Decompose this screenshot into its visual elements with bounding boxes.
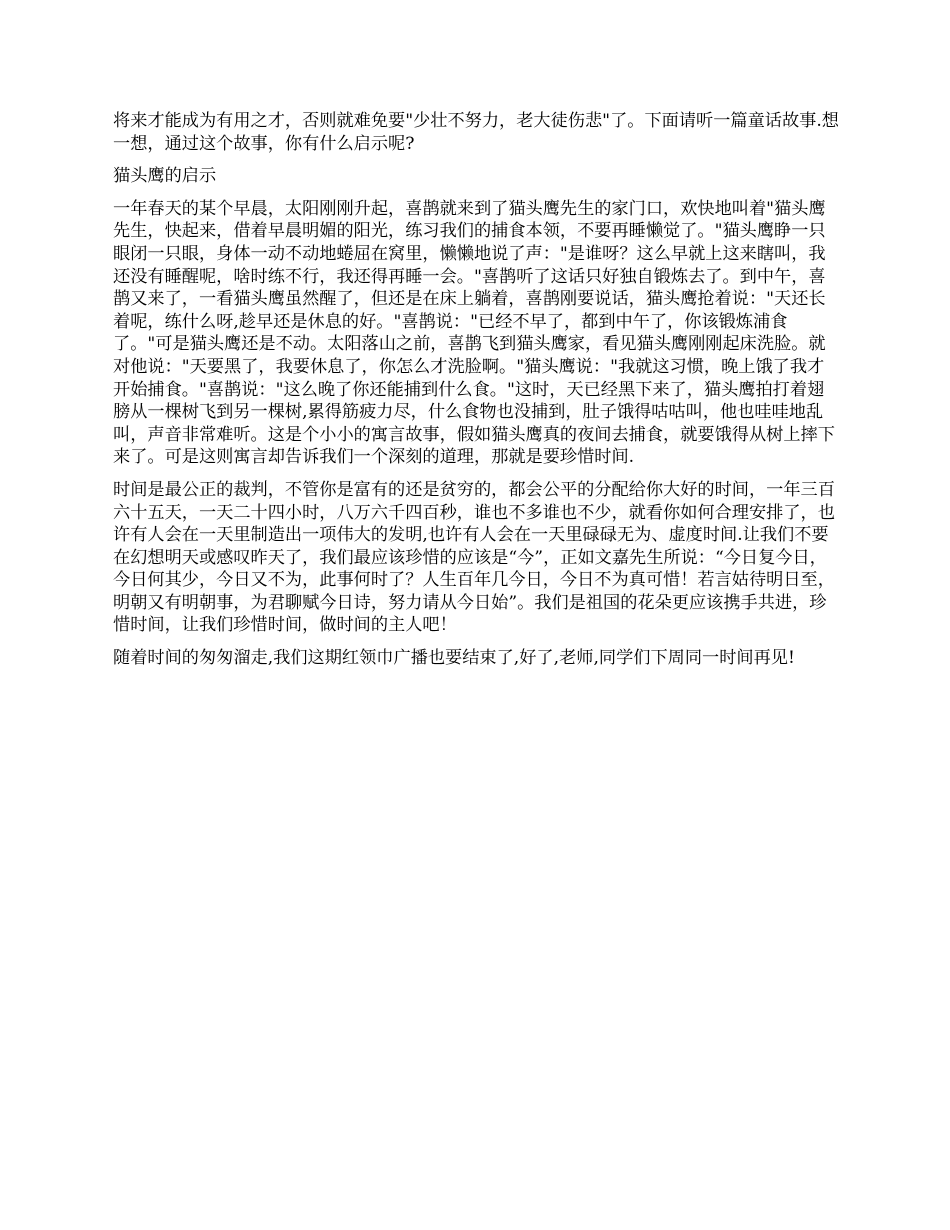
story-title: 猫头鹰的启示 — [113, 166, 217, 187]
time-paragraph: 时间是最公正的裁判，不管你是富有的还是贫穷的，都会公平的分配给你大好的时间，一年三百六十五天，一天二十四小时，八万六千四百秒，谁也不多谁也不少，就看你如何合理安排了，也许有人会在一天里制造出一项伟大的发明,也许有人会在一天里碌碌无为、虚度时间.让我们不要在幻想明天或感叹昨天了，我们最应该珍惜的应该是“今”，正如文嘉先生所说：“今日复今日，今日何其少，今日又不为，此事何时了？人生百年几今日，今日不为真可惜！若言姑待明日至，明朝又有明朝事，为君聊赋今日诗，努力请从今日始”。我们是祖国的花朵更应该携手共进，珍惜时间，让我们珍惜时间，做时间的主人吧！ — [113, 479, 835, 636]
closing-paragraph: 随着时间的匆匆溜走,我们这期红领巾广播也要结束了,好了,老师,同学们下周同一时间再见! — [113, 648, 795, 669]
story-paragraph: 一年春天的某个早晨，太阳刚刚升起，喜鹊就来到了猫头鹰先生的家门口，欢快地叫着"猫头鹰先生，快起来，借着早晨明媚的阳光，练习我们的捕食本领，不要再睡懒觉了。"猫头鹰睁一只眼闭一只眼，身体一动不动地蜷屈在窝里，懒懒地说了声："是谁呀？这么早就上这来瞎叫，我还没有睡醒呢，啥时练不行，我还得再睡一会。"喜鹊听了这话只好独自锻炼去了。到中午，喜鹊又来了，一看猫头鹰虽然醒了，但还是在床上躺着，喜鹊刚要说话，猫头鹰抢着说："天还长着呢，练什么呀,趁早还是休息的好。"喜鹊说："已经不早了，都到中午了，你该锻炼浦食了。"可是猫头鹰还是不动。太阳落山之前，喜鹊飞到猫头鹰家，看见猫头鹰刚刚起床洗脸。就对他说："天要黑了，我要休息了，你怎么才洗脸啊。"猫头鹰说："我就这习惯，晚上饿了我才开始捕食。"喜鹊说："这么晚了你还能捕到什么食。"这时，天已经黑下来了，猫头鹰拍打着翅膀从一棵树飞到另一棵树,累得筋疲力尽，什么食物也没捕到，肚子饿得咕咕叫，他也哇哇地乱叫，声音非常难听。这是个小小的寓言故事，假如猫头鹰真的夜间去捕食，就要饿得从树上摔下来了。可是这则寓言却告诉我们一个深刻的道理，那就是要珍惜时间. — [113, 198, 835, 468]
intro-paragraph: 将来才能成为有用之才，否则就难免要"少壮不努力，老大徒伤悲"了。下面请听一篇童话故事.想一想，通过这个故事，你有什么启示呢? — [113, 111, 839, 154]
document-body — [113, 110, 840, 680]
